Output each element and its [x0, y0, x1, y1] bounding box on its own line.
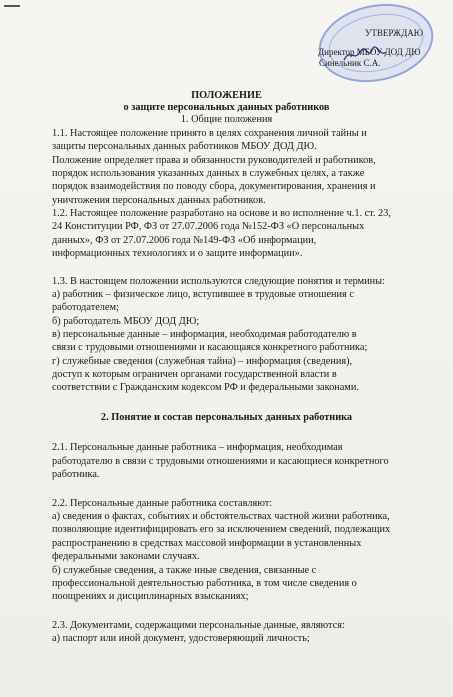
approve-label: УТВЕРЖДАЮ [365, 28, 424, 38]
body-line: информационных технологиях и о защите информации». [52, 248, 303, 259]
body-line: уничтожения персональных данных работников. [52, 195, 266, 206]
body-line: распространению в средствах массовой информации в установленных [52, 538, 362, 549]
body-line: порядок взаимодействия по поводу сбора, документирования, хранения и [52, 181, 376, 192]
body-line: 2.1. Персональные данные работника – информация, необходимая [52, 442, 343, 453]
body-line: 1.2. Настоящее положение разработано на основе и во исполнение ч.1. ст. 23, [52, 208, 391, 219]
body-line: 1.1. Настоящее положение принято в целях сохранения личной тайны и [52, 128, 367, 139]
body-line: 2.2. Персональные данные работника составляют: [52, 498, 273, 509]
section-2-title: 2. Понятие и состав персональных данных работника [100, 412, 353, 423]
body-line: соответствии с Гражданским кодексом РФ и федеральными законами. [52, 382, 359, 393]
body-line: защиты персональных данных работников МБОУ ДОД ДЮ. [52, 141, 317, 152]
body-line: г) служебные сведения (служебная тайна) – информация (сведения), [52, 356, 353, 367]
body-line: б) служебные сведения, а также иные сведения, связанные с [52, 565, 317, 576]
body-line: б) работодатель МБОУ ДОД ДЮ; [52, 316, 200, 327]
body-line: позволяющие идентифицировать его за исключением сведений, подлежащих [52, 524, 391, 535]
body-line: профессиональной деятельностью работника, в том числе сведения о [52, 578, 357, 589]
body-line: 24 Конституции РФ, ФЗ от 27.07.2006 года №152-ФЗ «О персональных [52, 221, 365, 232]
body-line: доступ к которым ограничен органами государственной власти в [52, 369, 337, 380]
doc-subtitle: о защите персональных данных работников [123, 102, 330, 113]
director-name: Синельник С.А. [319, 58, 381, 68]
body-line: а) сведения о фактах, событиях и обстоятельствах частной жизни работника, [52, 511, 390, 522]
body-line: федеральными законами случаях. [52, 551, 200, 562]
body-line: а) паспорт или иной документ, удостоверяющий личность; [52, 633, 310, 644]
body-line: поощрениях и дисциплинарных взысканиях; [52, 591, 249, 602]
body-line: работодателем; [52, 302, 119, 313]
body-line: данных», ФЗ от 27.07.2006 года №149-ФЗ «Об информации, [52, 235, 317, 246]
body-line: порядок использования указанных данных в служебных целях, а также [52, 168, 365, 179]
doc-title: ПОЛОЖЕНИЕ [191, 90, 262, 101]
director-line: Директор МБОУ ДОД ДЮ [318, 47, 421, 57]
body-line: связи с трудовыми отношениями и касающаяся конкретного работника; [52, 342, 368, 353]
body-line: Положение определяет права и обязанности руководителей и работников, [52, 155, 376, 166]
body-line: 2.3. Документами, содержащими персональные данные, являются: [52, 620, 345, 631]
body-line: работника. [52, 469, 100, 480]
body-line: работодателю в связи с трудовыми отношениями и касающиеся конкретного [52, 456, 389, 467]
body-line: а) работник – физическое лицо, вступившее в трудовые отношения с [52, 289, 354, 300]
section-1-title: 1. Общие положения [180, 114, 273, 125]
scan-edge-mark [4, 5, 20, 7]
body-line: 1.3. В настоящем положении используются следующие понятия и термины: [52, 276, 385, 287]
body-line: в) персональные данные – информация, необходимая работодателю в [52, 329, 357, 340]
